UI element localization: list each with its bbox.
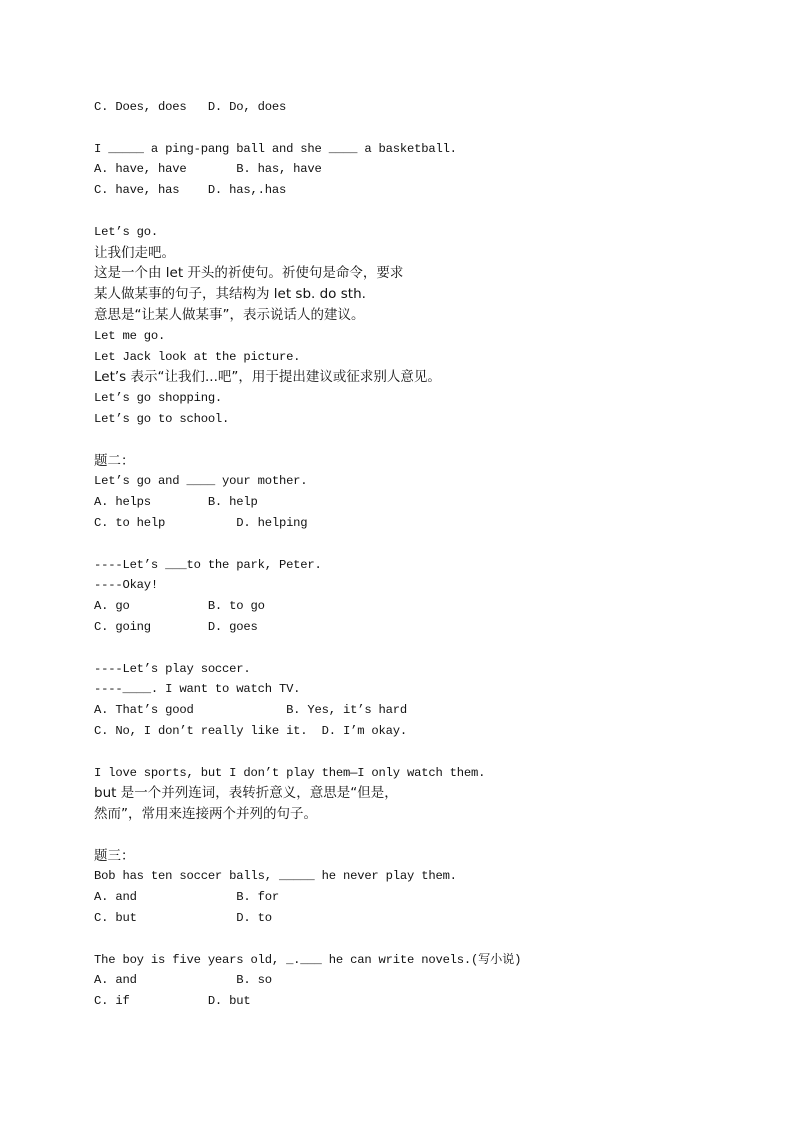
dialogue-reply: ----____. I want to watch TV.	[94, 682, 301, 697]
question-stem: ----Let’s ___to the park, Peter.	[94, 557, 322, 572]
options-ab: A. That’s good B. Yes, it’s hard	[94, 703, 408, 718]
explanation: 意思是“让某人做某事”，表示说话人的建议。	[94, 306, 365, 323]
options-ab: A. and B. for	[94, 890, 279, 905]
explanation: 这是一个由 let 开头的祈使句。祈使句是命令，要求	[94, 265, 404, 282]
example-sentence: I love sports, but I don’t play them—I only watch them.	[94, 765, 486, 780]
options-cd: C. Does, does D. Do, does	[94, 100, 287, 114]
options-cd: C. have, has D. has,.has	[94, 183, 287, 198]
options-ab: A. go B. to go	[94, 599, 265, 614]
explanation: 然而”，常用来连接两个并列的句子。	[94, 806, 317, 823]
explanation: but 是一个并列连词，表转折意义，意思是“但是，	[94, 785, 398, 802]
options-ab: A. have, have B. has, have	[94, 162, 322, 177]
example-sentence: Let Jack look at the picture.	[94, 349, 301, 364]
example-sentence: Let’s go to school.	[94, 411, 230, 426]
example-sentence: Let’s go.	[94, 224, 159, 239]
options-cd: C. to help D. helping	[94, 515, 308, 530]
options-cd: C. going D. goes	[94, 619, 258, 634]
explanation: 某人做某事的句子，其结构为 let sb. do sth.	[94, 286, 366, 303]
example-sentence: Let me go.	[94, 328, 166, 343]
question-stem: Bob has ten soccer balls, _____ he never play them.	[94, 869, 457, 884]
options-cd: C. but D. to	[94, 911, 272, 926]
question-stem: Let’s go and ____ your mother.	[94, 474, 308, 489]
options-ab: A. and B. so	[94, 973, 272, 988]
question-stem: The boy is five years old, _.___ he can write novels.(写小说)	[94, 952, 522, 967]
section-heading: 题三：	[94, 847, 135, 864]
section-heading: 题二：	[94, 452, 135, 469]
question-stem: I _____ a ping-pang ball and she ____ a basketball.	[94, 141, 457, 156]
dialogue-reply: ----Okay!	[94, 578, 159, 593]
translation: 让我们走吧。	[94, 244, 175, 261]
options-cd: C. if D. but	[94, 994, 251, 1009]
options-cd: C. No, I don’t really like it. D. I’m okay.	[94, 723, 408, 738]
question-stem: ----Let’s play soccer.	[94, 661, 251, 676]
options-ab: A. helps B. help	[94, 495, 258, 510]
worksheet-page	[94, 97, 734, 1012]
example-sentence: Let’s go shopping.	[94, 391, 223, 406]
explanation: Let’s 表示“让我们...吧”，用于提出建议或征求别人意见。	[94, 369, 441, 386]
